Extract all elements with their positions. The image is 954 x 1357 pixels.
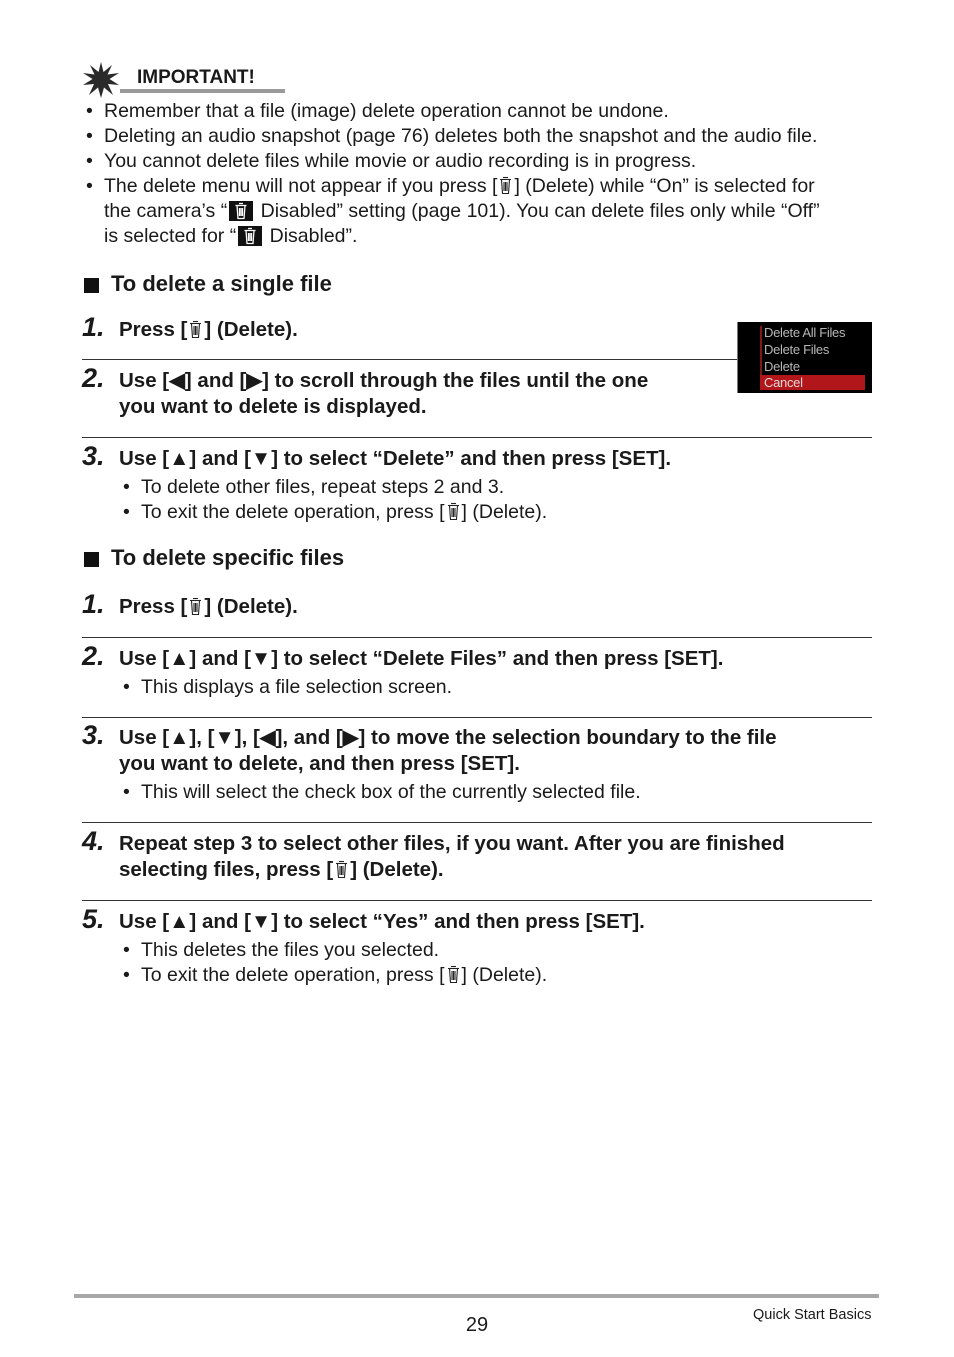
trash-disabled-icon <box>238 226 262 246</box>
step-3-specific: 3. Use [▲], [▼], [◀], and [▶] to move the selection boundary to the file you want to delete, and then press [SET]. <box>82 720 777 775</box>
step-3-single: 3. Use [▲] and [▼] to select “Delete” and then press [SET]. <box>82 441 672 471</box>
trash-icon <box>446 964 461 984</box>
list-item: • This deletes the files you selected. <box>121 938 547 963</box>
list-item: • Remember that a file (image) delete operation cannot be undone. <box>84 99 884 124</box>
menu-item: Delete Files <box>764 342 830 357</box>
list-item: • To exit the delete operation, press [ ] (Delete). <box>121 963 547 988</box>
important-burst-icon <box>82 62 120 98</box>
list-item: • You cannot delete files while movie or audio recording is in progress. <box>84 149 884 174</box>
list-item: • To exit the delete operation, press [ ] (Delete). <box>121 500 547 525</box>
divider <box>82 637 872 638</box>
list-item: • This displays a file selection screen. <box>121 675 452 700</box>
trash-icon <box>188 596 203 616</box>
trash-icon <box>446 501 461 521</box>
trash-disabled-icon <box>229 201 253 221</box>
step-2-single: 2. Use [◀] and [▶] to scroll through the files until the one you want to delete is displayed. <box>82 363 649 418</box>
divider <box>82 359 738 360</box>
divider <box>82 717 872 718</box>
square-bullet-icon <box>84 552 99 567</box>
camera-delete-menu <box>737 322 872 393</box>
trash-icon <box>334 859 349 879</box>
step-2-specific: 2. Use [▲] and [▼] to select “Delete Files” and then press [SET]. <box>82 641 724 671</box>
section-title-single: To delete a single file <box>84 271 332 297</box>
step-3-notes <box>121 780 641 805</box>
divider <box>82 437 872 438</box>
list-item: • Deleting an audio snapshot (page 76) deletes both the snapshot and the audio file. <box>84 124 884 149</box>
step-5-notes <box>121 938 547 988</box>
page-number: 29 <box>465 1314 489 1336</box>
important-label: IMPORTANT! <box>137 67 255 88</box>
step-1-specific: 1. Press [ ] (Delete). <box>82 589 298 619</box>
step-1-single: 1. Press [ ] (Delete). <box>82 312 298 342</box>
divider <box>82 822 872 823</box>
step-3-notes <box>121 475 547 525</box>
section-title-specific: To delete specific files <box>84 545 344 571</box>
list-item: • To delete other files, repeat steps 2 and 3. <box>121 475 547 500</box>
important-underline <box>120 89 285 93</box>
step-4-specific: 4. Repeat step 3 to select other files, if you want. After you are finished selecting files, press [ ] (Delete). <box>82 826 785 881</box>
list-item: • The delete menu will not appear if you press [ ] (Delete) while “On” is selected for the camera’s “ Disabled” setting (page 101). You can delete files only while “Off” is selected for “ Disabled”. <box>84 174 884 249</box>
footer-rule <box>74 1294 879 1298</box>
step-5-specific: 5. Use [▲] and [▼] to select “Yes” and then press [SET]. <box>82 904 645 934</box>
list-item: • This will select the check box of the currently selected file. <box>121 780 641 805</box>
square-bullet-icon <box>84 278 99 293</box>
menu-item: Delete <box>764 359 800 374</box>
step-2-notes <box>121 675 452 700</box>
trash-icon <box>498 175 513 195</box>
divider <box>82 900 872 901</box>
important-list <box>84 99 884 249</box>
menu-item: Delete All Files <box>764 325 846 340</box>
trash-icon <box>188 319 203 339</box>
menu-item-selected: Cancel <box>764 375 803 390</box>
footer-section-label: Quick Start Basics <box>753 1307 872 1323</box>
